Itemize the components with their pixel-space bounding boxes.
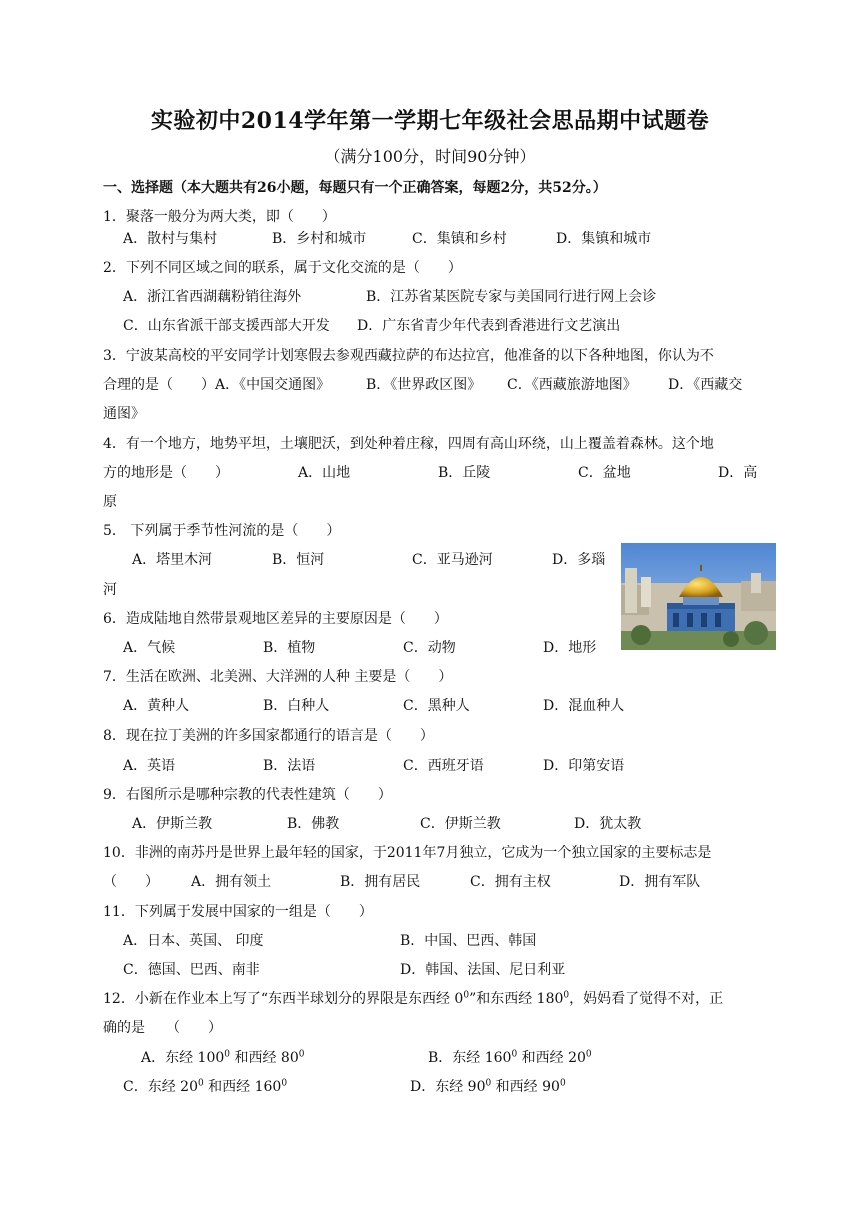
question-5-option-d: D．多瑙 xyxy=(552,552,606,568)
question-7-option-b: B．白种人 xyxy=(263,698,330,714)
question-12-option-b xyxy=(428,1048,592,1068)
question-11-option-c: C．德国、巴西、南非 xyxy=(123,962,260,978)
mosque-icon xyxy=(621,543,776,650)
question-1-option-c: C．集镇和乡村 xyxy=(412,231,507,247)
question-3-stem-line-3: 通图》 xyxy=(103,406,145,422)
question-12-option-a xyxy=(141,1048,304,1068)
question-3-option-d: D．《西藏交 xyxy=(668,377,743,393)
question-12-stem-line-1 xyxy=(103,989,763,1009)
question-4-option-b: B．丘陵 xyxy=(438,465,491,481)
question-12-option-d xyxy=(410,1077,566,1097)
question-1-option-d: D．集镇和城市 xyxy=(556,231,652,247)
question-4-stem-line-1: 4．有一个地方，地势平坦，土壤肥沃，到处种着庄稼，四周有高山环绕，山上覆盖着森林。这个地 xyxy=(103,436,714,452)
question-4-stem-line-3: 原 xyxy=(103,494,117,510)
question-6-option-b: B．植物 xyxy=(263,640,316,656)
question-3-option-c: C．《西藏旅游地图》 xyxy=(507,377,637,393)
question-1-option-b: B．乡村和城市 xyxy=(272,231,367,247)
degree-superscript: 0 xyxy=(511,1049,518,1060)
question-6-option-a: A．气候 xyxy=(123,640,176,656)
q12-a-text-1: A．东经 100 xyxy=(141,1050,225,1066)
q12-c-text-1: C．东经 20 xyxy=(123,1079,198,1095)
question-1-option-a: A．散村与集村 xyxy=(123,231,218,247)
degree-superscript: 0 xyxy=(197,1078,204,1089)
question-9-option-c: C．伊斯兰教 xyxy=(420,816,501,832)
exam-subtitle: （满分100分，时间90分钟） xyxy=(324,147,536,166)
question-4-stem-line-2: 方的地形是（ ） xyxy=(103,465,229,481)
question-2-stem: 2．下列不同区域之间的联系，属于文化交流的是（ ） xyxy=(103,260,462,276)
question-3-stem-line-1: 3．宁波某高校的平安同学计划寒假去参观西藏拉萨的布达拉宫，他准备的以下各种地图，你认为不 xyxy=(103,348,714,364)
question-9-option-a: A．伊斯兰教 xyxy=(132,816,213,832)
degree-superscript: 0 xyxy=(563,990,570,1001)
degree-superscript: 0 xyxy=(559,1078,566,1089)
question-8-option-d: D．印第安语 xyxy=(543,758,625,774)
q12-b-text-1: B．东经 160 xyxy=(428,1050,512,1066)
question-7-option-c: C．黑种人 xyxy=(403,698,470,714)
question-7-option-d: D．混血种人 xyxy=(543,698,625,714)
question-5-option-b: B．恒河 xyxy=(272,552,325,568)
q12-text-3: ，妈妈看了觉得不对，正 xyxy=(569,991,724,1007)
question-7-stem: 7．生活在欧洲、北美洲、大洋洲的人种 主要是（ ） xyxy=(103,669,453,685)
exam-title: 实验初中2014学年第一学期七年级社会思品期中试题卷 xyxy=(150,108,710,134)
degree-superscript: 0 xyxy=(298,1049,305,1060)
question-10-option-c: C．拥有主权 xyxy=(470,874,551,890)
degree-superscript: 0 xyxy=(485,1078,492,1089)
question-4-option-d: D．高 xyxy=(718,465,758,481)
question-2-option-a: A．浙江省西湖藕粉销往海外 xyxy=(123,289,302,305)
question-9-option-d: D．犹太教 xyxy=(574,816,642,832)
q12-b-text-2: 和西经 20 xyxy=(517,1050,586,1066)
question-5-option-c: C．亚马逊河 xyxy=(412,552,493,568)
question-6-option-d: D．地形 xyxy=(543,640,597,656)
question-10-stem: 10．非洲的南苏丹是世界上最年轻的国家，于2011年7月独立，它成为一个独立国家的主要标志是 xyxy=(103,845,712,861)
question-8-option-a: A．英语 xyxy=(123,758,176,774)
question-11-option-d: D．韩国、法国、尼日利亚 xyxy=(400,962,566,978)
question-5-stem: 5． 下列属于季节性河流的是（ ） xyxy=(103,523,341,539)
question-8-option-b: B．法语 xyxy=(263,758,316,774)
question-11-stem: 11．下列属于发展中国家的一组是（ ） xyxy=(103,904,373,920)
question-10-option-b: B．拥有居民 xyxy=(340,874,421,890)
degree-superscript: 0 xyxy=(281,1078,288,1089)
section-heading: 一、选择题（本大题共有26小题，每题只有一个正确答案，每题2分，共52分。） xyxy=(103,180,607,196)
question-9-stem: 9．右图所示是哪种宗教的代表性建筑（ ） xyxy=(103,787,392,803)
q12-c-text-2: 和西经 160 xyxy=(203,1079,282,1095)
question-6-option-c: C．动物 xyxy=(403,640,456,656)
degree-superscript: 0 xyxy=(463,990,470,1001)
question-8-stem: 8．现在拉丁美洲的许多国家都通行的语言是（ ） xyxy=(103,728,434,744)
question-2-option-d: D．广东省青少年代表到香港进行文艺演出 xyxy=(357,318,621,334)
question-10-blank: （ ） xyxy=(103,874,159,890)
question-3-option-b: B．《世界政区图》 xyxy=(366,377,482,393)
question-12-option-c xyxy=(123,1077,287,1097)
question-8-option-c: C．西班牙语 xyxy=(403,758,484,774)
question-3-option-a: 合理的是（ ）A．《中国交通图》 xyxy=(103,377,331,393)
question-5-stem-line-3: 河 xyxy=(103,582,117,598)
question-2-option-b: B．江苏省某医院专家与美国同行进行网上会诊 xyxy=(366,289,657,305)
q12-text-2: ”和东西经 180 xyxy=(469,991,564,1007)
q12-d-text-2: 和西经 90 xyxy=(491,1079,560,1095)
degree-superscript: 0 xyxy=(224,1049,231,1060)
question-7-option-a: A．黄种人 xyxy=(123,698,190,714)
question-4-option-a: A．山地 xyxy=(298,465,351,481)
question-10-option-a: A．拥有领土 xyxy=(191,874,272,890)
question-4-option-c: C．盆地 xyxy=(578,465,631,481)
question-5-option-a: A．塔里木河 xyxy=(132,552,213,568)
question-10-option-d: D．拥有军队 xyxy=(619,874,701,890)
question-11-option-b: B．中国、巴西、韩国 xyxy=(400,933,537,949)
dome-of-the-rock-photo xyxy=(621,543,776,650)
question-11-option-a: A．日本、英国、 印度 xyxy=(123,933,264,949)
question-9-option-b: B．佛教 xyxy=(287,816,340,832)
question-1-stem: 1．聚落一般分为两大类，即（ ） xyxy=(103,209,336,225)
degree-superscript: 0 xyxy=(585,1049,592,1060)
q12-text-1: 12．小新在作业本上写了“东西半球划分的界限是东西经 0 xyxy=(103,991,464,1007)
question-6-stem: 6．造成陆地自然带景观地区差异的主要原因是（ ） xyxy=(103,611,448,627)
question-2-option-c: C．山东省派干部支援西部大开发 xyxy=(123,318,330,334)
q12-a-text-2: 和西经 80 xyxy=(230,1050,299,1066)
question-12-stem-line-2: 确的是 （ ） xyxy=(103,1020,222,1036)
q12-d-text-1: D．东经 90 xyxy=(410,1079,486,1095)
